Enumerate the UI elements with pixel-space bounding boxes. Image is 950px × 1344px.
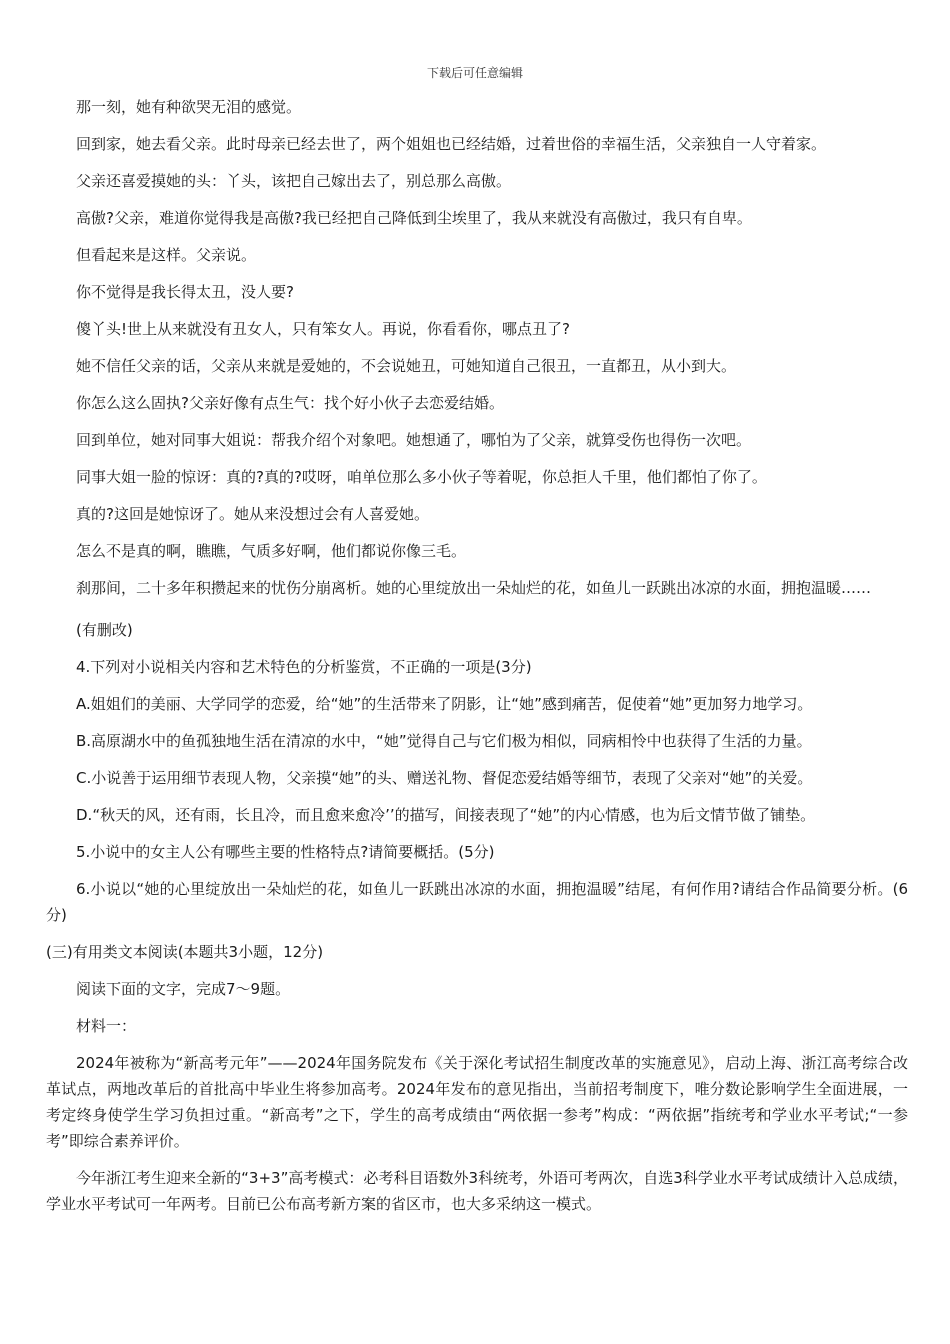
- paragraph: 回到单位，她对同事大姐说：帮我介绍个对象吧。她想通了，哪怕为了父亲，就算受伤也得伤一次吧。: [76, 431, 752, 449]
- source-note: (有删改): [76, 621, 133, 639]
- paragraph: 同事大姐一脸的惊讶：真的?真的?哎呀，咱单位那么多小伙子等着呢，你总拒人千里，他们都怕了你了。: [76, 468, 767, 486]
- option-b: B.高原湖水中的鱼孤独地生活在清凉的水中，“她”觉得自己与它们极为相似，同病相怜中也获得了生活的力量。: [76, 732, 812, 750]
- paragraph: 你怎么这么固执?父亲好像有点生气：找个好小伙子去恋爱结婚。: [76, 394, 504, 412]
- option-d: D.“秋天的风，还有雨，长且冷，而且愈来愈冷’’的描写，间接表现了“她”的内心情感，也为后文情节做了铺垫。: [76, 806, 816, 824]
- paragraph: 今年浙江考生迎来全新的“3+3”高考模式：必考科目语数外3科统考，外语可考两次，自选3科学业水平考试成绩计入总成绩，学业水平考试可一年两考。目前已公布高考新方案的省区市，也大多采纳这一模式。: [46, 1169, 908, 1213]
- paragraph: 傻丫头!世上从来就没有丑女人，只有笨女人。再说，你看看你，哪点丑了?: [76, 320, 570, 338]
- paragraph: 2024年被称为“新高考元年”——2024年国务院发布《关于深化考试招生制度改革的实施意见》，启动上海、浙江高考综合改革试点，两地改革后的首批高中毕业生将参加高考。2024年发布的意见指出，当前招考制度下，唯分数论影响学生全面进展，一考定终身使学生学习负担过重。“新高考”之下，学生的高考成绩由“两依据一参考”构成：“两依据”指统考和学业水平考试;“一参考”即综合素养评价。: [46, 1054, 908, 1150]
- paragraph: 高傲?父亲，难道你觉得我是高傲?我已经把自己降低到尘埃里了，我从来就没有高傲过，我只有自卑。: [76, 209, 752, 227]
- paragraph: 你不觉得是我长得太丑，没人要?: [76, 283, 294, 301]
- question-5: 5.小说中的女主人公有哪些主要的性格特点?请简要概括。(5分): [76, 843, 495, 861]
- paragraph: 父亲还喜爱摸她的头：丫头，该把自己嫁出去了，别总那么高傲。: [76, 172, 512, 190]
- question-6: 6.小说以“她的心里绽放出一朵灿烂的花，如鱼儿一跃跳出冰凉的水面，拥抱温暖”结尾，有何作用?请结合作品简要分析。(6分): [46, 880, 908, 924]
- paragraph: 怎么不是真的啊，瞧瞧，气质多好啊，他们都说你像三毛。: [76, 542, 467, 560]
- document-body: [46, 94, 908, 1228]
- section-heading: (三)有用类文本阅读(本题共3小题，12分): [46, 943, 324, 961]
- instruction: 阅读下面的文字，完成7～9题。: [76, 980, 291, 998]
- paragraph: 她不信任父亲的话，父亲从来就是爱她的，不会说她丑，可她知道自己很丑，一直都丑，从小到大。: [76, 357, 737, 375]
- paragraph: 但看起来是这样。父亲说。: [76, 246, 257, 264]
- page-header: 下载后可任意编辑: [426, 66, 523, 80]
- paragraph: 回到家，她去看父亲。此时母亲已经去世了，两个姐姐也已经结婚，过着世俗的幸福生活，父亲独自一人守着家。: [76, 135, 827, 153]
- option-c: C.小说善于运用细节表现人物，父亲摸“她”的头、赠送礼物、督促恋爱结婚等细节，表现了父亲对“她”的关爱。: [76, 769, 813, 787]
- paragraph: 刹那间，二十多年积攒起来的忧伤分崩离析。她的心里绽放出一朵灿烂的花，如鱼儿一跃跳出冰凉的水面，拥抱温暖……: [76, 579, 872, 597]
- paragraph: 真的?这回是她惊讶了。她从来没想过会有人喜爱她。: [76, 505, 429, 523]
- question-4: 4.下列对小说相关内容和艺术特色的分析鉴赏，不正确的一项是(3分): [76, 658, 532, 676]
- option-a: A.姐姐们的美丽、大学同学的恋爱，给“她”的生活带来了阴影，让“她”感到痛苦，促使着“她”更加努力地学习。: [76, 695, 813, 713]
- paragraph: 那一刻，她有种欲哭无泪的感觉。: [76, 98, 302, 116]
- material-label: 材料一：: [76, 1017, 137, 1035]
